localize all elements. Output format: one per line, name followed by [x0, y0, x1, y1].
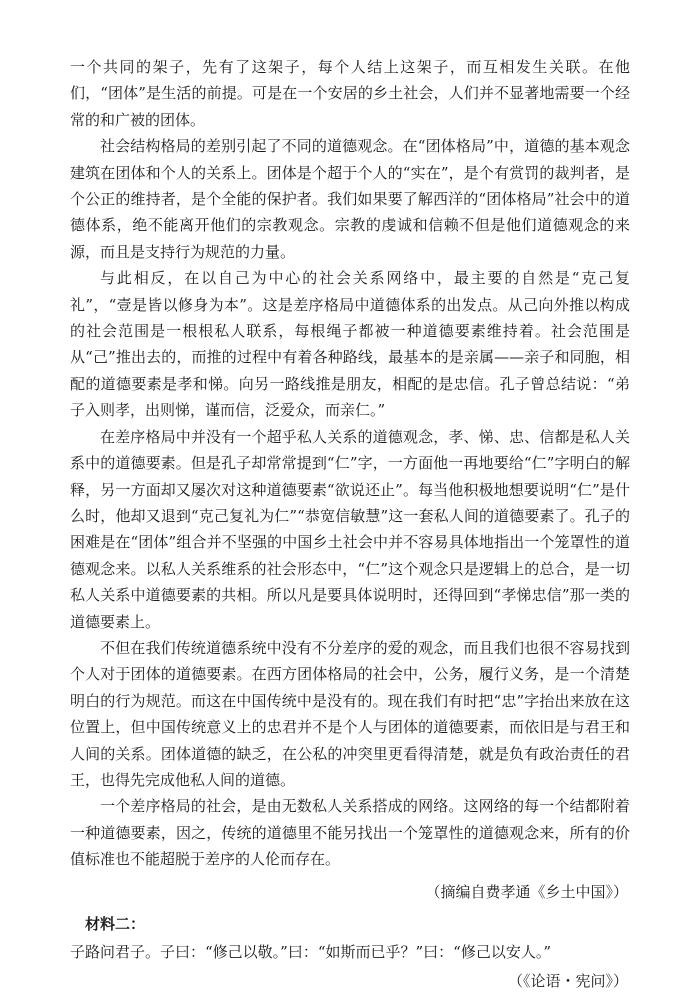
document-page: [70, 54, 630, 994]
material2-heading: 材料二：: [85, 915, 146, 933]
paragraph-6: 一个差序格局的社会，是由无数私人关系搭成的网络。这网络的每一个结都附着一种道德要素，因之，传统的道德里不能另找出一个笼罩性的道德观念来，所有的价值标准也不能超脱于差序的人伦而存在。: [70, 797, 630, 869]
paragraph-1: 一个共同的架子，先有了这架子，每个人结上这架子，而互相发生关联。在他们，“团体”是生活的前提。可是在一个安居的乡土社会，人们并不显著地需要一个经常的和广被的团体。: [70, 58, 630, 129]
material1-source: （摘编自费孝通《乡土中国》）: [425, 882, 628, 901]
paragraph-3: 与此相反，在以自己为中心的社会关系网络中，最主要的自然是“克己复礼”，“壹是皆以修身为本”。这是差序格局中道德体系的出发点。从己向外推以构成的社会范围是一根根私人联系，每根绳子都被一种道德要素维持着。社会范围是从“己”推出去的，而推的过程中有着各种路线，最基本的是亲属——亲子和同胞，相配的道德要素是孝和悌。向另一路线推是朋友，相配的是忠信。孔子曾总结说：“弟子入则孝，出则悌，谨而信，泛爱众，而亲仁。”: [70, 269, 630, 420]
paragraph-2: 社会结构格局的差别引起了不同的道德观念。在“团体格局”中，道德的基本观念建筑在团体和个人的关系上。团体是个超于个人的“实在”，是个有赏罚的裁判者，是个公正的维持者，是个全能的保护者。我们如果要了解西洋的“团体格局”社会中的道德体系，绝不能离开他们的宗教观念。宗教的虔诚和信赖不但是他们道德观念的来源，而且是支持行为规范的力量。: [70, 137, 630, 261]
material2-quote: 子路问君子。子曰：“修己以敬。”曰：“如斯而已乎？”曰：“修己以安人。”: [70, 943, 552, 962]
paragraph-5: 不但在我们传统道德系统中没有不分差序的爱的观念，而且我们也很不容易找到个人对于团体的道德要素。在西方团体格局的社会中，公务，履行义务，是一个清楚明白的行为规范。而这在中国传统中是没有的。现在我们有时把“忠”字抬出来放在这位置上，但中国传统意义上的忠君并不是个人与团体的道德要素，而依旧是与君王和人间的关系。团体道德的缺乏，在公私的冲突里更看得清楚，就是负有政治责任的君王，也得先完成他私人间的道德。: [70, 638, 630, 789]
material2-source: （《论语・宪问》）: [507, 971, 628, 990]
paragraph-4: 在差序格局中并没有一个超乎私人关系的道德观念，孝、悌、忠、信都是私人关系中的道德要素。但是孔子却常常提到“仁”字，一方面他一再地要给“仁”字明白的解释，另一方面却又屡次对这种道德要素“欲说还止”。每当他积极地想要说明“仁”是什么时，他却又退到“克己复礼为仁”“恭宽信敏慧”这一套私人间的道德要素了。孔子的困难是在“团体”组合并不坚强的中国乡土社会中并不容易具体地指出一个笼罩性的道德观念来。以私人关系维系的社会形态中，“仁”这个观念只是逻辑上的总合，是一切私人关系中道德要素的共相。所以凡是要具体说明时，还得回到“孝悌忠信”那一类的道德要素上。: [70, 427, 630, 631]
